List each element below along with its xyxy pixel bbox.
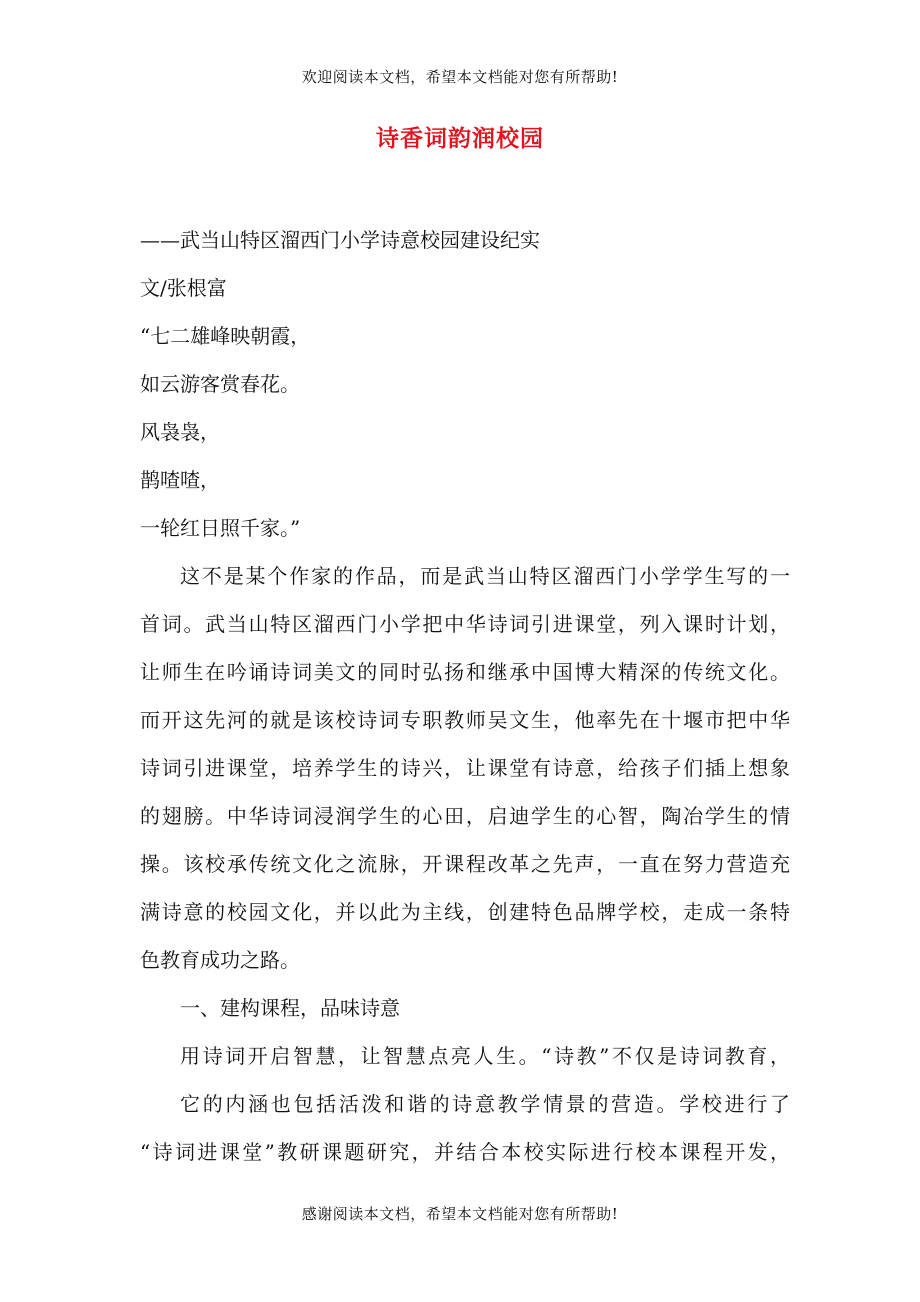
author-line: 文/张根富 (140, 276, 227, 300)
paragraph-line: 满诗意的校园文化，并以此为主线，创建特色品牌学校，走成一条特 (140, 900, 790, 924)
paragraph-line: 用诗词开启智慧，让智慧点亮人生。“诗教”不仅是诗词教育， (180, 1044, 790, 1068)
section-heading: 一、建构课程，品味诗意 (180, 996, 400, 1020)
poem-line: 风袅袅， (140, 420, 220, 444)
paragraph-line: 它的内涵也包括活泼和谐的诗意教学情景的营造。学校进行了 (180, 1092, 790, 1116)
poem-line: 如云游客赏春花。 (140, 372, 300, 396)
subtitle: ——武当山特区溜西门小学诗意校园建设纪实 (140, 228, 540, 252)
paragraph-line: 的翅膀。中华诗词浸润学生的心田，启迪学生的心智，陶冶学生的情 (140, 804, 790, 828)
paragraph-line: 而开这先河的就是该校诗词专职教师吴文生，他率先在十堰市把中华 (140, 708, 790, 732)
paragraph-line: 让师生在吟诵诗词美文的同时弘扬和继承中国博大精深的传统文化。 (140, 660, 790, 684)
paragraph-line: 诗词引进课堂，培养学生的诗兴，让课堂有诗意，给孩子们插上想象 (140, 756, 790, 780)
paragraph-line: 这不是某个作家的作品，而是武当山特区溜西门小学学生写的一 (180, 564, 790, 588)
poem-line: 鹊喳喳， (140, 468, 220, 492)
paragraph-line: 操。该校承传统文化之流脉，开课程改革之先声，一直在努力营造充 (140, 852, 790, 876)
paragraph-line: “诗词进课堂”教研课题研究，并结合本校实际进行校本课程开发， (140, 1140, 790, 1164)
header-note: 欢迎阅读本文档，希望本文档能对您有所帮助! (301, 68, 619, 86)
document-body (140, 216, 790, 1176)
poem-line: “七二雄峰映朝霞， (140, 324, 311, 348)
paragraph-line: 首词。武当山特区溜西门小学把中华诗词引进课堂，列入课时计划， (140, 612, 790, 636)
document-title: 诗香词韵润校园 (376, 125, 544, 152)
poem-line: 一轮红日照千家。” (140, 516, 301, 540)
paragraph-line: 色教育成功之路。 (140, 948, 300, 972)
footer-note: 感谢阅读本文档，希望本文档能对您有所帮助! (301, 1205, 619, 1223)
